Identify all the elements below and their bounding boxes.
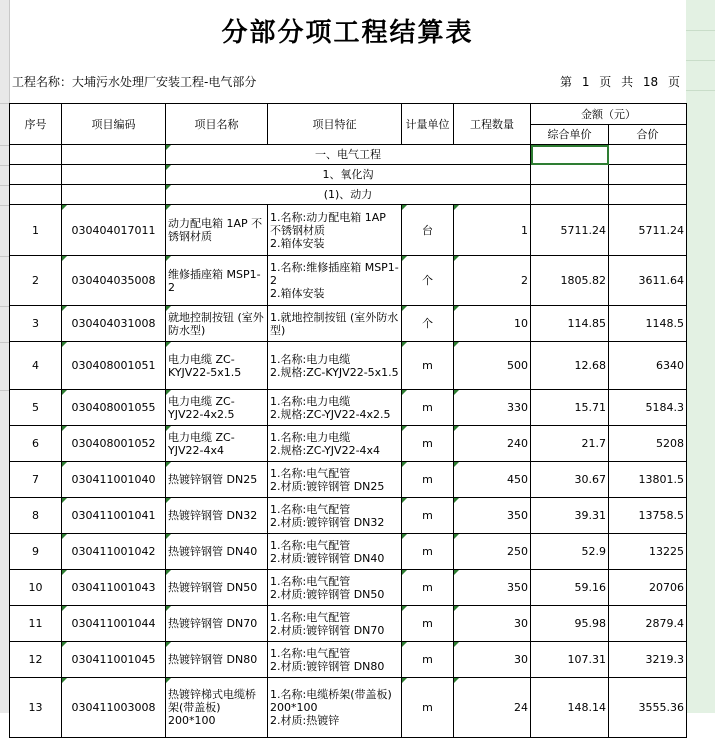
- table-row: [10, 498, 687, 534]
- table-row: [10, 205, 687, 256]
- unit-cell[interactable]: m: [402, 534, 454, 570]
- seq-cell[interactable]: 9: [10, 534, 62, 570]
- feature-cell[interactable]: 1.名称:电气配管 2.材质:镀锌钢管 DN80: [268, 642, 402, 678]
- table-row: [10, 256, 687, 306]
- name-cell[interactable]: 热镀锌钢管 DN80: [166, 642, 268, 678]
- qty-cell[interactable]: 10: [454, 306, 531, 342]
- price-cell[interactable]: 30.67: [531, 462, 609, 498]
- code-cell[interactable]: 030411001045: [62, 642, 166, 678]
- qty-cell[interactable]: 1: [454, 205, 531, 256]
- code-cell[interactable]: 030411001040: [62, 462, 166, 498]
- header-feature[interactable]: 项目特征: [268, 104, 402, 145]
- price-cell[interactable]: 12.68: [531, 342, 609, 390]
- header-unit-price[interactable]: 综合单价: [531, 125, 609, 145]
- unit-cell[interactable]: 个: [402, 256, 454, 306]
- cell[interactable]: [62, 185, 166, 205]
- project-name: 工程名称：大埔污水处理厂安装工程-电气部分: [12, 75, 257, 89]
- total-cell[interactable]: 13801.5: [609, 462, 687, 498]
- price-cell[interactable]: 95.98: [531, 606, 609, 642]
- total-cell[interactable]: 2879.4: [609, 606, 687, 642]
- page-info: 第 1 页 共 18 页: [560, 75, 680, 89]
- cell[interactable]: [10, 185, 62, 205]
- table-row: [10, 642, 687, 678]
- row-header-divider: [0, 165, 9, 166]
- sheet-title: 分部分项工程结算表: [221, 18, 474, 48]
- cell[interactable]: [609, 145, 687, 165]
- qty-cell[interactable]: 330: [454, 390, 531, 426]
- feature-cell[interactable]: 1.就地控制按钮 (室外防水型): [268, 306, 402, 342]
- name-cell[interactable]: 就地控制按钮 (室外防水型): [166, 306, 268, 342]
- feature-cell[interactable]: 1.名称:电力电缆 2.规格:ZC-YJV22-4x4: [268, 426, 402, 462]
- seq-cell[interactable]: 5: [10, 390, 62, 426]
- name-cell[interactable]: 热镀锌钢管 DN25: [166, 462, 268, 498]
- section-oxidation-ditch[interactable]: 1、氧化沟: [166, 165, 531, 185]
- panel-line: [686, 60, 715, 61]
- total-cell[interactable]: 6340: [609, 342, 687, 390]
- code-cell[interactable]: 030408001052: [62, 426, 166, 462]
- seq-cell[interactable]: 2: [10, 256, 62, 306]
- name-cell[interactable]: 热镀锌钢管 DN40: [166, 534, 268, 570]
- row-header-divider: [0, 342, 9, 343]
- price-cell[interactable]: 39.31: [531, 498, 609, 534]
- header-amount[interactable]: 金额（元）: [531, 104, 687, 125]
- unit-cell[interactable]: m: [402, 426, 454, 462]
- cell[interactable]: [609, 185, 687, 205]
- panel-line: [686, 30, 715, 31]
- total-cell[interactable]: 3555.36: [609, 678, 687, 738]
- table-row: [10, 606, 687, 642]
- feature-cell[interactable]: 1.名称:电气配管 2.材质:镀锌钢管 DN50: [268, 570, 402, 606]
- total-cell[interactable]: 20706: [609, 570, 687, 606]
- price-cell[interactable]: 114.85: [531, 306, 609, 342]
- name-cell[interactable]: 电力电缆 ZC-KYJV22-5x1.5: [166, 342, 268, 390]
- row-header-divider: [0, 205, 9, 206]
- total-cell[interactable]: 13758.5: [609, 498, 687, 534]
- unit-cell[interactable]: m: [402, 390, 454, 426]
- row-header-divider: [0, 306, 9, 307]
- feature-cell[interactable]: 1.名称:维修插座箱 MSP1-2 2.箱体安装: [268, 256, 402, 306]
- name-cell[interactable]: 热镀锌钢管 DN70: [166, 606, 268, 642]
- header-total[interactable]: 合价: [609, 125, 687, 145]
- qty-cell[interactable]: 24: [454, 678, 531, 738]
- cell[interactable]: [531, 185, 609, 205]
- header-code[interactable]: 项目编码: [62, 104, 166, 145]
- qty-cell[interactable]: 350: [454, 570, 531, 606]
- qty-cell[interactable]: 240: [454, 426, 531, 462]
- total-cell[interactable]: 5208: [609, 426, 687, 462]
- cell[interactable]: [10, 165, 62, 185]
- total-cell[interactable]: 5184.3: [609, 390, 687, 426]
- price-cell[interactable]: 107.31: [531, 642, 609, 678]
- panel-line: [686, 90, 715, 91]
- name-cell[interactable]: 热镀锌梯式电缆桥架(带盖板) 200*100: [166, 678, 268, 738]
- code-cell[interactable]: 030404031008: [62, 306, 166, 342]
- unit-cell[interactable]: 台: [402, 205, 454, 256]
- code-cell[interactable]: 030411001044: [62, 606, 166, 642]
- unit-cell[interactable]: m: [402, 642, 454, 678]
- unit-cell[interactable]: m: [402, 462, 454, 498]
- row-header-divider: [0, 103, 9, 104]
- cell[interactable]: [62, 165, 166, 185]
- unit-cell[interactable]: m: [402, 606, 454, 642]
- unit-cell[interactable]: m: [402, 678, 454, 738]
- feature-cell[interactable]: 1.名称:电气配管 2.材质:镀锌钢管 DN32: [268, 498, 402, 534]
- header-qty[interactable]: 工程数量: [454, 104, 531, 145]
- price-cell[interactable]: 21.7: [531, 426, 609, 462]
- price-cell[interactable]: 148.14: [531, 678, 609, 738]
- seq-cell[interactable]: 11: [10, 606, 62, 642]
- unit-cell[interactable]: 个: [402, 306, 454, 342]
- selected-cell[interactable]: [531, 145, 609, 165]
- name-cell[interactable]: 动力配电箱 1AP 不锈钢材质: [166, 205, 268, 256]
- qty-cell[interactable]: 350: [454, 498, 531, 534]
- code-cell[interactable]: 030408001055: [62, 390, 166, 426]
- section-power[interactable]: (1)、动力: [166, 185, 531, 205]
- code-cell[interactable]: 030404017011: [62, 205, 166, 256]
- price-cell[interactable]: 15.71: [531, 390, 609, 426]
- cell[interactable]: [10, 145, 62, 165]
- feature-cell[interactable]: 1.名称:电气配管 2.材质:镀锌钢管 DN40: [268, 534, 402, 570]
- table-row: [10, 534, 687, 570]
- seq-cell[interactable]: 3: [10, 306, 62, 342]
- qty-cell[interactable]: 450: [454, 462, 531, 498]
- section-electrical[interactable]: 一、电气工程: [166, 145, 531, 165]
- feature-cell[interactable]: 1.名称:电气配管 2.材质:镀锌钢管 DN70: [268, 606, 402, 642]
- feature-cell[interactable]: 1.名称:电力电缆 2.规格:ZC-YJV22-4x2.5: [268, 390, 402, 426]
- name-cell[interactable]: 电力电缆 ZC-YJV22-4x4: [166, 426, 268, 462]
- table-row: [10, 570, 687, 606]
- qty-cell[interactable]: 250: [454, 534, 531, 570]
- cell[interactable]: [62, 145, 166, 165]
- price-cell[interactable]: 52.9: [531, 534, 609, 570]
- right-side-panel: [686, 0, 715, 713]
- row-header-divider: [0, 256, 9, 257]
- code-cell[interactable]: 030404035008: [62, 256, 166, 306]
- total-cell[interactable]: 3611.64: [609, 256, 687, 306]
- total-cell[interactable]: 1148.5: [609, 306, 687, 342]
- price-cell[interactable]: 59.16: [531, 570, 609, 606]
- qty-cell[interactable]: 500: [454, 342, 531, 390]
- seq-cell[interactable]: 12: [10, 642, 62, 678]
- unit-cell[interactable]: m: [402, 570, 454, 606]
- name-cell[interactable]: 热镀锌钢管 DN32: [166, 498, 268, 534]
- table-row: [10, 342, 687, 390]
- feature-cell[interactable]: 1.名称:动力配电箱 1AP 不锈钢材质 2.箱体安装: [268, 205, 402, 256]
- code-cell[interactable]: 030411001042: [62, 534, 166, 570]
- code-cell[interactable]: 030411003008: [62, 678, 166, 738]
- price-cell[interactable]: 5711.24: [531, 205, 609, 256]
- price-cell[interactable]: 1805.82: [531, 256, 609, 306]
- row-header-divider: [0, 390, 9, 391]
- feature-cell[interactable]: 1.名称:电力电缆 2.规格:ZC-KYJV22-5x1.5: [268, 342, 402, 390]
- table-row: [10, 426, 687, 462]
- seq-cell[interactable]: 7: [10, 462, 62, 498]
- feature-cell[interactable]: 1.名称:电气配管 2.材质:镀锌钢管 DN25: [268, 462, 402, 498]
- code-cell[interactable]: 030411001043: [62, 570, 166, 606]
- unit-cell[interactable]: m: [402, 498, 454, 534]
- total-cell[interactable]: 13225: [609, 534, 687, 570]
- name-cell[interactable]: 维修插座箱 MSP1-2: [166, 256, 268, 306]
- seq-cell[interactable]: 10: [10, 570, 62, 606]
- qty-cell[interactable]: 2: [454, 256, 531, 306]
- row-header-divider: [0, 145, 9, 146]
- header-seq[interactable]: 序号: [10, 104, 62, 145]
- seq-cell[interactable]: 1: [10, 205, 62, 256]
- header-name[interactable]: 项目名称: [166, 104, 268, 145]
- seq-cell[interactable]: 6: [10, 426, 62, 462]
- table-row: [10, 306, 687, 342]
- table-row: [10, 462, 687, 498]
- cell[interactable]: [531, 165, 609, 185]
- total-cell[interactable]: 3219.3: [609, 642, 687, 678]
- feature-cell[interactable]: 1.名称:电缆桥架(带盖板) 200*100 2.材质:热镀锌: [268, 678, 402, 738]
- total-cell[interactable]: 5711.24: [609, 205, 687, 256]
- name-cell[interactable]: 电力电缆 ZC-YJV22-4x2.5: [166, 390, 268, 426]
- cell[interactable]: [609, 165, 687, 185]
- name-cell[interactable]: 热镀锌钢管 DN50: [166, 570, 268, 606]
- code-cell[interactable]: 030408001051: [62, 342, 166, 390]
- code-cell[interactable]: 030411001041: [62, 498, 166, 534]
- unit-cell[interactable]: m: [402, 342, 454, 390]
- settlement-table: [9, 103, 687, 738]
- seq-cell[interactable]: 8: [10, 498, 62, 534]
- row-header-divider: [0, 185, 9, 186]
- seq-cell[interactable]: 4: [10, 342, 62, 390]
- header-unit[interactable]: 计量单位: [402, 104, 454, 145]
- qty-cell[interactable]: 30: [454, 642, 531, 678]
- table-row: [10, 390, 687, 426]
- table-row: [10, 678, 687, 738]
- seq-cell[interactable]: 13: [10, 678, 62, 738]
- qty-cell[interactable]: 30: [454, 606, 531, 642]
